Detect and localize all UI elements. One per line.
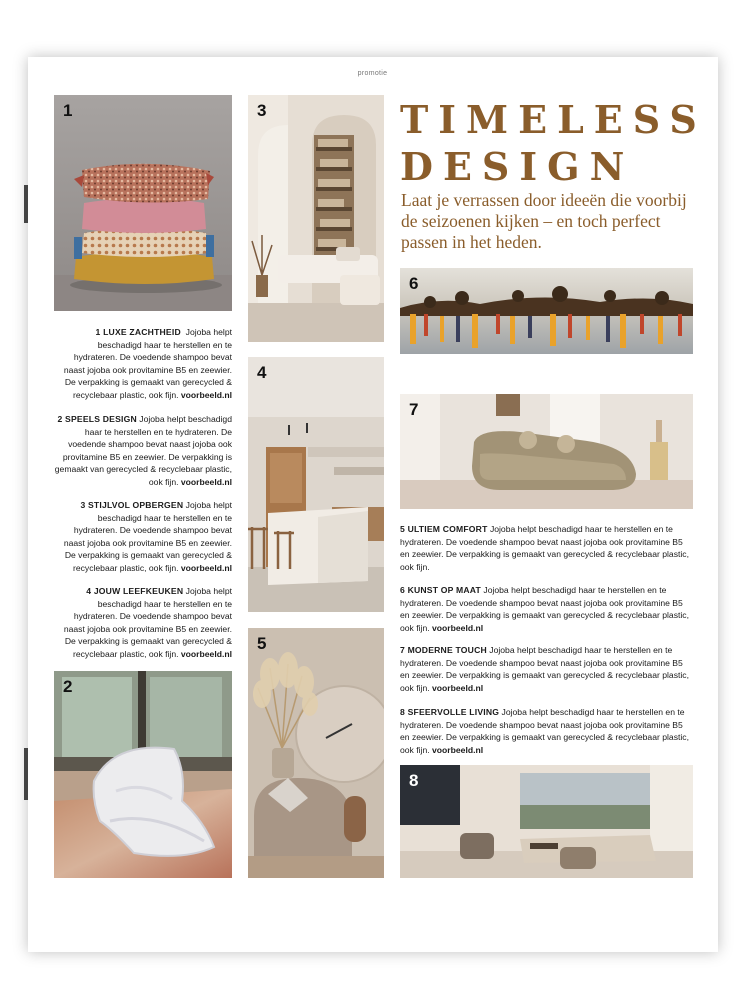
- item-title: 8 SFEERVOLLE LIVING: [400, 707, 500, 717]
- photo-2-chair: [54, 671, 232, 878]
- photo-3-arched-room: [248, 95, 384, 342]
- photo-number: 4: [257, 363, 267, 382]
- item-link[interactable]: voorbeeld.nl: [432, 622, 484, 633]
- item-text: Jojoba helpt beschadigd haar te herstellen en te hydrateren. De voedende shampoo bevat naast jojoba ook provitamine B5 en zeewier. De verpakking is gemaakt van gerecycled & recyclebaar plastic, ook fijn.: [400, 524, 689, 572]
- item-blurb-1: [54, 326, 232, 402]
- subtitle: Laat je verrassen door ideeën die voorbij de seizoenen kijken – en toch perfect passen in het heden.: [401, 190, 687, 252]
- photo-1-cushions: [54, 95, 232, 311]
- photo-number: 6: [409, 274, 419, 293]
- binder-mark: [24, 185, 28, 223]
- item-text: Jojoba helpt beschadigd haar te herstellen en te hydrateren. De voedende shampoo bevat naast jojoba ook provitamine B5 en zeewier. De verpakking is gemaakt van gerecycled & recyclebaar plastic, ook fijn.: [54, 414, 232, 487]
- photo-number: 2: [63, 677, 73, 696]
- photo-number: 1: [63, 101, 73, 120]
- item-title: 4 JOUW LEEFKEUKEN: [86, 586, 184, 596]
- photo-number: 5: [257, 634, 267, 653]
- item-text: Jojoba helpt beschadigd haar te herstellen en te hydrateren. De voedende shampoo bevat naast jojoba ook provitamine B5 en zeewier. De verpakking is gemaakt van gerecycled & recyclebaar plastic, ook fijn.: [63, 500, 232, 573]
- item-link[interactable]: voorbeeld.nl: [180, 476, 232, 487]
- item-text: Jojoba helpt beschadigd haar te herstellen en te hydrateren. De voedende shampoo bevat naast jojoba ook provitamine B5 en zeewier. De verpakking is gemaakt van gerecycled & recyclebaar plastic, ook fijn.: [400, 645, 689, 693]
- item-title: 6 KUNST OP MAAT: [400, 585, 481, 595]
- photo-7-sofa: [400, 394, 693, 509]
- item-title: 5 ULTIEM COMFORT: [400, 524, 488, 534]
- item-text: Jojoba helpt beschadigd haar te herstellen en te hydrateren. De voedende shampoo bevat naast jojoba ook provitamine B5 en zeewier. De verpakking is gemaakt van gerecycled & recyclebaar plastic, ook fijn.: [63, 586, 232, 659]
- item-blurb-7: [400, 644, 693, 694]
- item-title: 3 STIJLVOL OPBERGEN: [80, 500, 184, 510]
- item-text: Jojoba helpt beschadigd haar te herstellen en te hydrateren. De voedende shampoo bevat naast jojoba ook provitamine B5 en zeewier. De verpakking is gemaakt van gerecycled & recyclebaar plastic, ook fijn.: [63, 327, 232, 400]
- item-blurb-3: [54, 499, 232, 575]
- photo-6-painting: [400, 268, 693, 354]
- title-line-1: TIMELESS: [400, 97, 707, 142]
- photo-number: 3: [257, 101, 267, 120]
- page-title: [400, 96, 707, 190]
- item-link[interactable]: voorbeeld.nl: [180, 648, 232, 659]
- item-text: Jojoba helpt beschadigd haar te herstellen en te hydrateren. De voedende shampoo bevat naast jojoba ook provitamine B5 en zeewier. De verpakking is gemaakt van gerecycled & recyclebaar plastic, ook fijn.: [400, 585, 689, 633]
- item-link[interactable]: voorbeeld.nl: [180, 562, 232, 573]
- photo-number: 8: [409, 771, 419, 790]
- item-link[interactable]: voorbeeld.nl: [432, 744, 484, 755]
- item-text: Jojoba helpt beschadigd haar te herstellen en te hydrateren. De voedende shampoo bevat naast jojoba ook provitamine B5 en zeewier. De verpakking is gemaakt van gerecycled & recyclebaar plastic, ook fijn.: [400, 707, 689, 755]
- photo-8-lounge: [400, 765, 693, 878]
- item-blurb-5: [400, 523, 693, 573]
- item-blurb-4: [54, 585, 232, 661]
- item-link[interactable]: voorbeeld.nl: [180, 389, 232, 400]
- item-blurb-8: [400, 706, 693, 756]
- item-blurb-2: [54, 413, 232, 489]
- item-title: 7 MODERNE TOUCH: [400, 645, 487, 655]
- photo-5-living: [248, 628, 384, 878]
- title-line-2: DESIGN: [400, 144, 635, 189]
- promo-label: promotie: [357, 70, 388, 77]
- photo-number: 7: [409, 400, 419, 419]
- item-blurb-6: [400, 584, 693, 634]
- item-title: 2 SPEELS DESIGN: [57, 414, 137, 424]
- binder-mark: [24, 748, 28, 800]
- item-link[interactable]: voorbeeld.nl: [432, 682, 484, 693]
- item-title: 1 LUXE ZACHTHEID: [95, 327, 181, 337]
- photo-4-kitchen: [248, 357, 384, 612]
